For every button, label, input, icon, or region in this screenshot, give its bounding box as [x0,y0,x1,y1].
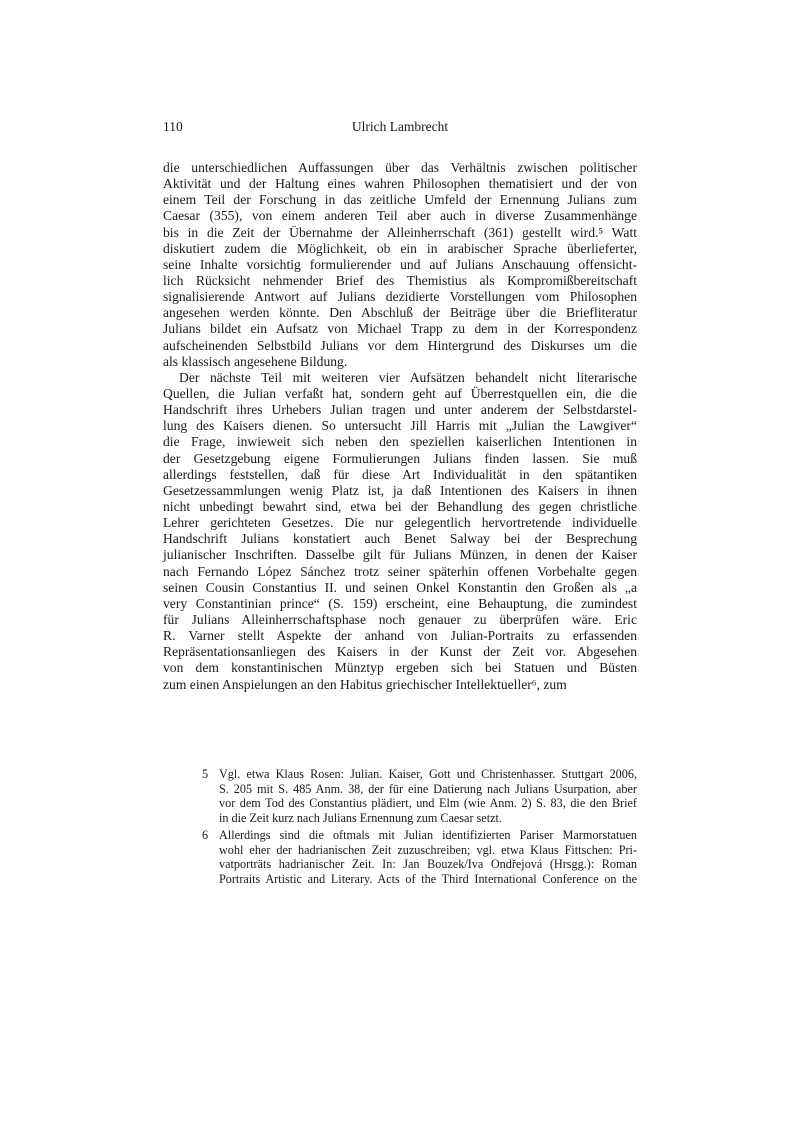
text-line: nicht unbedingt bewahrt sind, etwa bei der Behandlung des gegen christliche [163,498,637,514]
text-line: allerdings feststellen, daß für diese Art Individualität in den spätantiken [163,466,637,482]
text-line: Gesetzessammlungen wenig Platz ist, ja daß Intentionen des Kaisers in ihnen [163,482,637,498]
text-line: die unterschiedlichen Auffassungen über das Verhältnis zwischen politischer [163,160,637,175]
footnote-line: Allerdings sind die oftmals mit Julian identifizierten Pariser Marmorstatuen [219,828,637,842]
footnote-line: in die Zeit kurz nach Julians Ernennung zum Caesar setzt. [219,810,502,825]
text-line: julianischer Inschriften. Dasselbe gilt für Julians Münzen, in denen der Kaiser [163,547,637,563]
text-line: Lehrer gerichteten Gesetzes. Die nur gelegentlich hervortretende individuelle [163,515,637,531]
footnote-line: S. 205 mit S. 485 Anm. 38, der für eine Datierung nach Julians Usurpation, aber [219,781,637,796]
footnote-line: Vgl. etwa Klaus Rosen: Julian. Kaiser, Gott und Christenhasser. Stuttgart 2006, [219,767,637,781]
text-line: nach Fernando López Sánchez trotz seiner späterhin offenen Vorbehalte gegen [163,563,637,579]
text-line: zum einen Anspielungen an den Habitus griechischer Intellektueller⁶, zum [163,676,567,692]
text-line: von dem konstantinischen Münztyp ergeben sich bei Statuen und Büsten [163,660,637,676]
text-line: einem Teil der Forschung in das zeitliche Umfeld der Ernennung Julians zum [163,192,637,208]
footnote-5 [202,767,637,825]
footnote-line: vatporträts hadrianischer Zeit. In: Jan Bouzek/Iva Ondřejová (Hrsgg.): Roman [219,857,637,872]
body-text [163,160,637,693]
text-line: als klassisch angesehene Bildung. [163,353,348,369]
text-line: lich Rücksicht nehmender Brief des Themistius als Kompromißbereitschaft [163,272,637,288]
page-number: 110 [163,119,183,134]
text-line: die Frage, inwieweit sich neben den speziellen kaiserlichen Intentionen in [163,434,637,450]
text-line: angesehen werden könnte. Den Abschluß der Beiträge über die Briefliteratur [163,305,637,321]
text-line: Handschrift ihres Urhebers Julian tragen und unter anderem der Selbstdarstel- [163,402,637,418]
text-line: lung des Kaisers dienen. So untersucht Jill Harris mit „Julian the Lawgiver“ [163,418,637,434]
footnote-line: wohl eher der hadrianischen Zeit zuzuschreiben; vgl. etwa Klaus Fittschen: Pri- [219,842,637,857]
text-line: seinen Cousin Constantius II. und seinen Onkel Konstantin den Großen als „a [163,579,637,595]
text-line: Der nächste Teil mit weiteren vier Aufsätzen behandelt nicht literarische [179,369,637,385]
footnote-number: 5 [202,767,209,781]
text-line: Repräsentationsanliegen des Kaisers in der Kunst der Zeit vor. Abgesehen [163,644,637,660]
footnote-6 [202,828,637,886]
text-line: R. Varner stellt Aspekte der anhand von Julian-Portraits zu erfassenden [163,628,637,644]
footnote-line: vor dem Tod des Constantius plädiert, und Elm (wie Anm. 2) S. 83, die den Brief [219,796,637,811]
footnote-line: Portraits Artistic and Literary. Acts of the Third International Conference on the [219,871,637,886]
footnote-number: 6 [202,828,209,842]
text-line: der Gesetzgebung eigene Formulierungen Julians finden lassen. Sie muß [163,450,637,466]
text-line: diskutiert zudem die Möglichkeit, ob ein in arabischer Sprache überlieferter, [163,240,637,256]
text-line: signalisierende Antwort auf Julians dezidierte Vorstellungen vom Philosophen [163,289,637,305]
text-line: seine Inhalte vorsichtig formulierender und auf Julians Anschauung offensicht- [163,256,637,272]
text-line: Caesar (355), von einem anderen Teil aber auch in diverse Zusammenhänge [163,208,637,224]
text-line: bis in die Zeit der Übernahme der Alleinherrschaft (361) gestellt wird.⁵ Watt [163,224,637,240]
text-line: Aktivität und der Haltung eines wahren Philosophen thematisiert und der von [163,176,637,192]
text-line: Handschrift Julians konstatiert auch Benet Salway bei der Besprechung [163,531,637,547]
running-header-author: Ulrich Lambrecht [351,119,449,134]
text-line: Quellen, die Julian verfaßt hat, sondern geht auf Überrestquellen ein, die die [163,385,637,401]
text-line: aufscheinenden Selbstbild Julians vor dem Hintergrund des Diskurses um die [163,337,637,353]
text-line: Julians bildet ein Aufsatz von Michael Trapp zu dem in der Korrespondenz [163,321,637,337]
text-line: für Julians Alleinherrschaftsphase noch genauer zu überprüfen wäre. Eric [163,611,637,627]
text-line: very Constantinian prince“ (S. 159) erscheint, eine Behauptung, die zumindest [163,595,637,611]
